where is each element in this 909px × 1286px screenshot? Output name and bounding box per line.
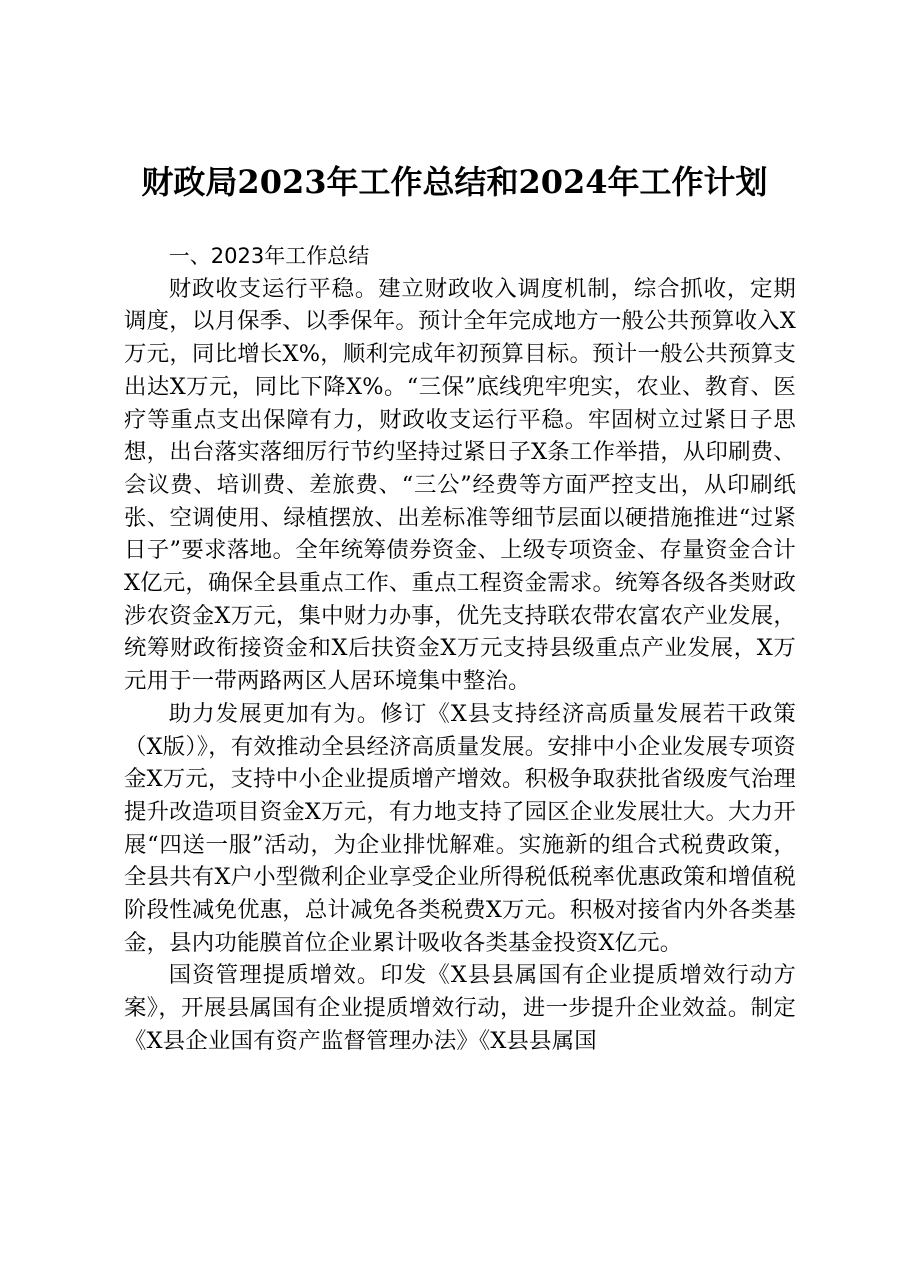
section-heading: 一、2023年工作总结	[168, 244, 370, 268]
paragraph-state-asset-management: 国资管理提质增效。印发《X县县属国有企业提质增效行动方案》，开展县属国有企业提质增效行动，进一步提升企业效益。制定《X县企业国有资产监督管理办法》《X县县属国	[124, 962, 796, 1054]
paragraph-development-support: 助力发展更加有为。修订《X县支持经济高质量发展若干政策（X版）》，有效推动全县经济高质量发展。安排中小企业发展专项资金X万元，支持中小企业提质增产增效。积极争取获批省级废气治理提升改造项目资金X万元，有力地支持了园区企业发展壮大。大力开展“四送一服”活动，为企业排忧解难。实施新的组合式税费政策，全县共有X户小型微利企业享受企业所得税低税率优惠政策和增值税阶段性减免优惠，总计减免各类税费X万元。积极对接省内外各类基金，县内功能膜首位企业累计吸收各类基金投资X亿元。	[124, 700, 796, 956]
document-body	[124, 240, 796, 1058]
document-title: 财政局2023年工作总结和2024年工作计划	[141, 163, 768, 201]
paragraph-fiscal-operation: 财政收支运行平稳。建立财政收入调度机制，综合抓收，定期调度，以月保季、以季保年。预计全年完成地方一般公共预算收入X万元，同比增长X%，顺利完成年初预算目标。预计一般公共预算支出达X万元，同比下降X%。“三保”底线兜牢兜实，农业、教育、医疗等重点支出保障有力，财政收支运行平稳。牢固树立过紧日子思想，出台落实落细厉行节约坚持过紧日子X条工作举措，从印刷费、会议费、培训费、差旅费、“三公”经费等方面严控支出，从印刷纸张、空调使用、绿植摆放、出差标准等细节层面以硬措施推进“过紧日子”要求落地。全年统筹债券资金、上级专项资金、存量资金合计X亿元，确保全县重点工作、重点工程资金需求。统筹各级各类财政涉农资金X万元，集中财力办事，优先支持联农带农富农产业发展，统筹财政衔接资金和X后扶资金X万元支持县级重点产业发展，X万元用于一带两路两区人居环境集中整治。	[124, 275, 796, 695]
